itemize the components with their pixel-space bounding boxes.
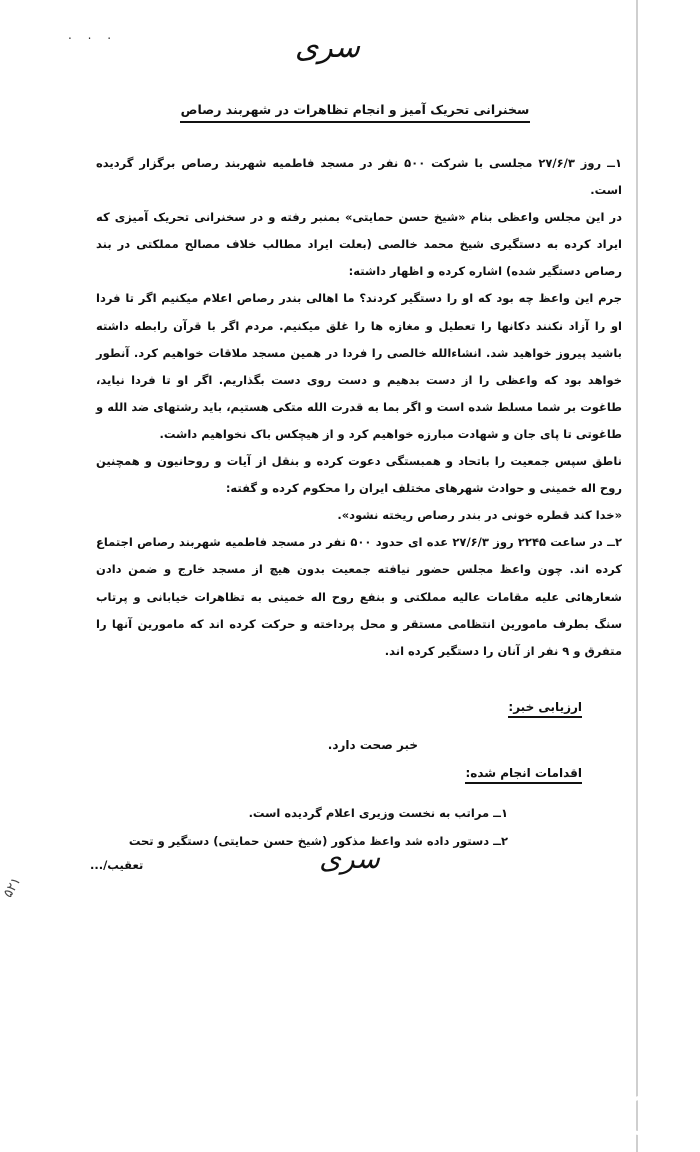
- top-corner-dots: . . .: [68, 28, 118, 42]
- paragraph-6: ۲ــ در ساعت ۲۲۴۵ روز ۲۷/۶/۳ عده ای حدود ۵۰۰ نفر در مسجد فاطمیه شهربند رصاص اجتماع کرده اند. چون واعظ مجلس حضور نیافته جمعیت بدون هیچ از مسجد خارج و ضمن دادن شعارهائی علیه مقامات عالیه مملکتی و بنفع روح اله خمینی به تظاهرات خیابانی و پرتاب سنگ بطرف مامورین انتظامی مستقر و محل پرداخته و حرکت کرده اند که مامورین آنها را متفرق و ۹ نفر از آنان را دستگیر کرده اند.: [96, 535, 622, 658]
- evaluation-heading: ارزیابی خبر:: [508, 700, 582, 718]
- evaluation-text: خبر صحت دارد.: [327, 738, 418, 752]
- watermark-text: [415, 1084, 612, 1126]
- document-title: سخنرانی تحریک آمیز و انجام تظاهرات در شهربند رصاص: [180, 102, 530, 123]
- archive-watermark: [396, 1084, 686, 1144]
- watermark-title: مرکز بررسی اسناد تاریخی: [415, 1086, 612, 1104]
- margin-handwritten-number: ۵۲۱: [0, 874, 25, 901]
- document-body: [96, 150, 622, 665]
- paragraph-1: ۱ــ روز ۲۷/۶/۳ مجلسی با شرکت ۵۰۰ نفر در مسجد فاطمیه شهربند رصاص برگزار گردیده است.: [96, 156, 622, 198]
- paragraph-2: در این مجلس واعظی بنام «شیخ حسن حمایتی» بمنبر رفته و در سخنرانی تحریک آمیزی که ایراد کرده به دستگیری شیخ محمد خالصی (بعلت ایراد مطالب خلاف مصالح مملکتی در بند رصاص دستگیر شده) اشاره کرده و اظهار داشته:: [96, 210, 622, 279]
- watermark-url: historydocuments.ir: [452, 1108, 612, 1124]
- action-item-1: ۱ــ مراتب به نخست وزیری اعلام گردیده است.: [248, 806, 508, 820]
- followup-note: تعقیب/...: [90, 858, 144, 872]
- paragraph-5: «خدا کند قطره خونی در بندر رصاص ریخته نشود».: [337, 508, 622, 523]
- classification-stamp-top: سری: [294, 30, 360, 65]
- archive-logo-icon: [624, 1086, 682, 1142]
- paragraph-3: جرم این واعظ چه بود که او را دستگیر کردند؟ ما اهالی بندر رصاص اعلام میکنیم اگر تا فردا او را آزاد نکنند دکانها را تعطیل و مغازه ها را غلق میکنیم. مردم اگر با قرآن رابطه داشته باشید پیروز خواهید شد. انشاءالله خالصی را فردا در همین مسجد ملاقات خواهیم کرد. آنطور خواهد بود که واعظی را از دست بدهیم و دست روی دست بگذاریم. اگر او تا فردا نیاید، طاغوت بر شما مسلط شده است و اگر بما به قدرت الله متکی هستیم، باید رشتهای ضد الله و طاغوتی تا پای جان و شهادت مبارزه خواهیم کرد و از هیچکس باک نخواهیم داشت.: [96, 291, 622, 441]
- action-item-2: ۲ــ دستور داده شد واعظ مذکور (شیخ حسن حمایتی) دستگیر و تحت: [128, 834, 508, 848]
- paragraph-4: ناطق سپس جمعیت را باتحاد و همبستگی دعوت کرده و بنقل از آیات و روحانیون و همچنین روح اله خمینی و حوادث شهرهای مختلف ایران را محکوم کرده و گفته:: [96, 454, 622, 496]
- classification-stamp-bottom: سری: [319, 842, 380, 875]
- actions-heading: اقدامات انجام شده:: [465, 766, 582, 784]
- page-edge-divider: [636, 0, 638, 1152]
